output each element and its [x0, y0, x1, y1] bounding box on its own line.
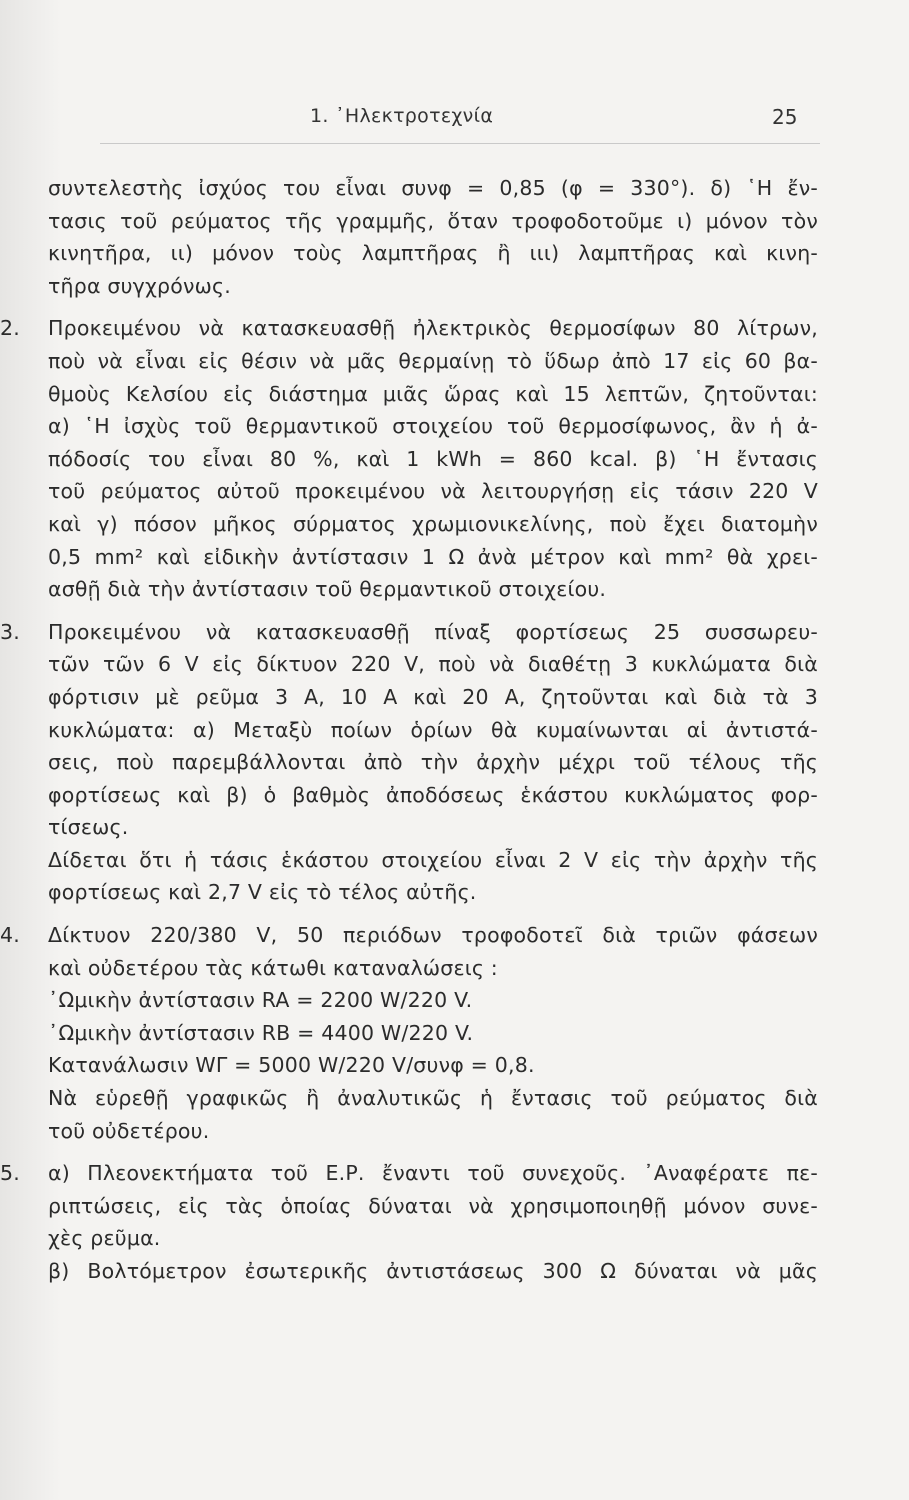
line-text: ᾿Ωμικὴν ἀντίστασιν RB = 4400 W/220 V.	[48, 1020, 474, 1045]
line-text: τοῦ ρεύματος αὐτοῦ προκειμένου νὰ λειτουργήσῃ εἰς τάσιν 220 V	[48, 479, 818, 504]
text-line	[48, 345, 818, 378]
text-line	[48, 1190, 818, 1223]
text-line	[48, 876, 818, 909]
line-text: τασις τοῦ ρεύματος τῆς γραμμῆς, ὅταν τροφοδοτοῦμε ι) μόνον τὸν	[48, 208, 818, 233]
text-line	[0, 616, 818, 649]
line-text: ασθῇ διὰ τὴν ἀντίστασιν τοῦ θερμαντικοῦ στοιχείου.	[48, 577, 607, 602]
line-text: τῆρα συγχρόνως.	[48, 273, 231, 298]
text-line	[48, 648, 818, 681]
text-line	[48, 378, 818, 411]
text-line	[48, 508, 818, 541]
paragraph-gap	[48, 606, 818, 616]
text-line	[48, 1017, 818, 1050]
line-text: α) Πλεονεκτήματα τοῦ Ε.Ρ. ἔναντι τοῦ συνεχοῦς. ᾿Αναφέρατε πε-	[48, 1161, 818, 1186]
text-line	[48, 1082, 818, 1115]
line-text: πόδοσίς του εἶναι 80 %, καὶ 1 kWh = 860 kcal. β) ῾Η ἔντασις	[48, 446, 818, 471]
text-line	[0, 312, 818, 345]
text-line	[0, 919, 818, 952]
text-line	[48, 172, 818, 205]
line-text: τῶν τῶν 6 V εἰς δίκτυον 220 V, ποὺ νὰ διαθέτῃ 3 κυκλώματα διὰ	[48, 652, 818, 677]
text-line	[48, 714, 818, 747]
line-text: β) Βολτόμετρον ἐσωτερικῆς ἀντιστάσεως 300 Ω δύναται νὰ μᾶς	[48, 1259, 818, 1283]
paragraph-gap	[48, 302, 818, 312]
line-text: Προκειμένου νὰ κατασκευασθῇ πίναξ φορτίσεως 25 συσσωρευ-	[48, 619, 818, 644]
header-rule	[100, 143, 820, 144]
text-line	[48, 541, 818, 574]
text-line	[0, 1157, 818, 1190]
text-line	[48, 205, 818, 238]
line-text: ριπτώσεις, εἰς τὰς ὁποίας δύναται νὰ χρησιμοποιηθῇ μόνον συνε-	[48, 1193, 818, 1218]
line-text: χὲς ρεῦμα.	[48, 1226, 161, 1251]
paragraph-gap	[48, 1147, 818, 1157]
paragraph-gap	[48, 909, 818, 919]
text-line	[48, 811, 818, 844]
line-text: Δίδεται ὅτι ἡ τάσις ἑκάστου στοιχείου εἶναι 2 V εἰς τὴν ἀρχὴν τῆς	[48, 847, 818, 872]
page-header	[0, 105, 909, 135]
line-text: φορτίσεως καὶ β) ὁ βαθμὸς ἀποδόσεως ἑκάστου κυκλώματος φορ-	[48, 782, 818, 807]
exercise-number: 4.	[0, 923, 20, 948]
text-line	[48, 746, 818, 779]
line-text: ᾿Ωμικὴν ἀντίστασιν RA = 2200 W/220 V.	[48, 988, 473, 1013]
chapter-title: 1. ᾿Ηλεκτροτεχνία	[310, 105, 494, 127]
exercise-number: 2.	[0, 316, 20, 341]
line-text: θμοὺς Κελσίου εἰς διάστημα μιᾶς ὥρας καὶ 15 λεπτῶν, ζητοῦνται:	[48, 381, 818, 406]
text-line	[48, 443, 818, 476]
page-number: 25	[772, 105, 798, 129]
line-text: φορτίσεως καὶ 2,7 V εἰς τὸ τέλος αὐτῆς.	[48, 880, 477, 905]
line-text: τίσεως.	[48, 815, 129, 840]
line-text: Νὰ εὑρεθῇ γραφικῶς ἢ ἀναλυτικῶς ἡ ἔντασις τοῦ ρεύματος διὰ	[48, 1086, 818, 1111]
exercise-number: 5.	[0, 1161, 20, 1186]
line-text: συντελεστὴς ἰσχύος του εἶναι συνφ = 0,85 (φ = 330°). δ) ῾Η ἔν-	[48, 176, 818, 200]
line-text: κινητῆρα, ιι) μόνον τοὺς λαμπτῆρας ἢ ιιι) λαμπτῆρας καὶ κινη-	[48, 241, 818, 266]
text-line	[48, 237, 818, 270]
text-line	[48, 475, 818, 508]
page-body	[0, 172, 818, 1288]
line-text: ποὺ νὰ εἶναι εἰς θέσιν νὰ μᾶς θερμαίνῃ τὸ ὕδωρ ἀπὸ 17 εἰς 60 βα-	[48, 348, 818, 373]
text-line	[48, 681, 818, 714]
text-line	[48, 844, 818, 877]
exercise-number: 3.	[0, 619, 20, 644]
text-line	[48, 779, 818, 812]
text-line	[48, 952, 818, 985]
text-line	[48, 1255, 818, 1288]
text-line	[48, 1222, 818, 1255]
line-text: α) ῾Η ἰσχὺς τοῦ θερμαντικοῦ στοιχείου τοῦ θερμοσίφωνος, ἂν ἡ ἀ-	[48, 414, 818, 439]
line-text: φόρτισιν μὲ ρεῦμα 3 A, 10 A καὶ 20 A, ζητοῦνται καὶ διὰ τὰ 3	[48, 684, 818, 709]
text-line	[48, 1049, 818, 1082]
line-text: σεις, ποὺ παρεμβάλλονται ἀπὸ τὴν ἀρχὴν μέχρι τοῦ τέλους τῆς	[48, 750, 818, 775]
text-line	[48, 573, 818, 606]
line-text: Κατανάλωσιν WΓ = 5000 W/220 V/συνφ = 0,8.	[48, 1053, 535, 1078]
line-text: κυκλώματα: α) Μεταξὺ ποίων ὁρίων θὰ κυμαίνωνται αἱ ἀντιστά-	[48, 717, 818, 742]
line-text: 0,5 mm² καὶ εἰδικὴν ἀντίστασιν 1 Ω ἀνὰ μέτρον καὶ mm² θὰ χρει-	[48, 544, 818, 569]
text-line	[48, 984, 818, 1017]
line-text: καὶ γ) πόσον μῆκος σύρματος χρωμιονικελίνης, ποὺ ἔχει διατομὴν	[48, 511, 818, 536]
line-text: καὶ οὐδετέρου τὰς κάτωθι καταναλώσεις :	[48, 955, 498, 980]
line-text: τοῦ οὐδετέρου.	[48, 1118, 210, 1143]
text-line	[48, 270, 818, 303]
text-line	[48, 1115, 818, 1148]
line-text: Προκειμένου νὰ κατασκευασθῇ ἠλεκτρικὸς θερμοσίφων 80 λίτρων,	[48, 316, 818, 341]
text-line	[48, 410, 818, 443]
line-text: Δίκτυον 220/380 V, 50 περιόδων τροφοδοτεῖ διὰ τριῶν φάσεων	[48, 923, 818, 948]
